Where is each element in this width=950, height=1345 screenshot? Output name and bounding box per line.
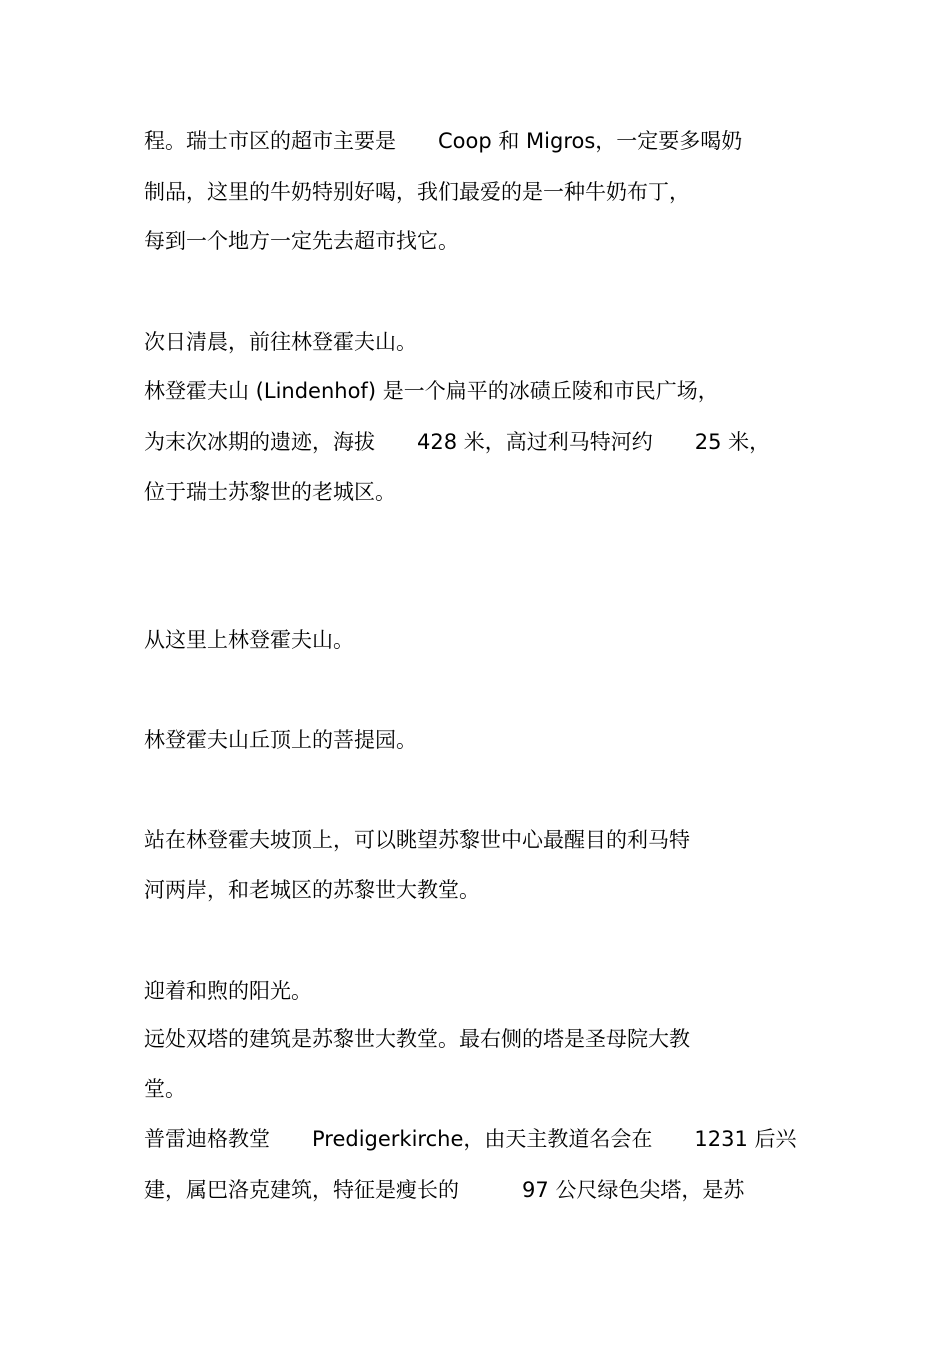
text-line: 林登霍夫山丘顶上的菩提园。 [144,728,417,752]
text-line: 河两岸，和老城区的苏黎世大教堂。 [144,878,480,902]
text-line: 林登霍夫山 (Lindenhof) 是一个扁平的冰碛丘陵和市民广场， [144,379,719,403]
text-line: 制品，这里的牛奶特别好喝，我们最爱的是一种牛奶布丁， [144,180,690,204]
text-line: 为末次冰期的遗迹，海拔 428 米，高过利马特河约 25 米， [144,430,771,454]
text-line: 站在林登霍夫坡顶上，可以眺望苏黎世中心最醒目的利马特 [144,828,690,852]
text-line: 位于瑞士苏黎世的老城区。 [144,480,396,504]
text-line: 每到一个地方一定先去超市找它。 [144,229,459,253]
text-line: 次日清晨，前往林登霍夫山。 [144,330,417,354]
text-line: 从这里上林登霍夫山。 [144,628,354,652]
text-line: 普雷迪格教堂 Predigerkirche，由天主教道名会在 1231 后兴 [144,1127,797,1151]
text-line: 建，属巴洛克建筑，特征是瘦长的 97 公尺绿色尖塔，是苏 [144,1178,745,1202]
text-line: 迎着和煦的阳光。 [144,979,312,1003]
text-line: 远处双塔的建筑是苏黎世大教堂。最右侧的塔是圣母院大教 [144,1027,690,1051]
text-line: 程。瑞士市区的超市主要是 Coop 和 Migros，一定要多喝奶 [144,129,743,153]
text-line: 堂。 [144,1077,186,1101]
